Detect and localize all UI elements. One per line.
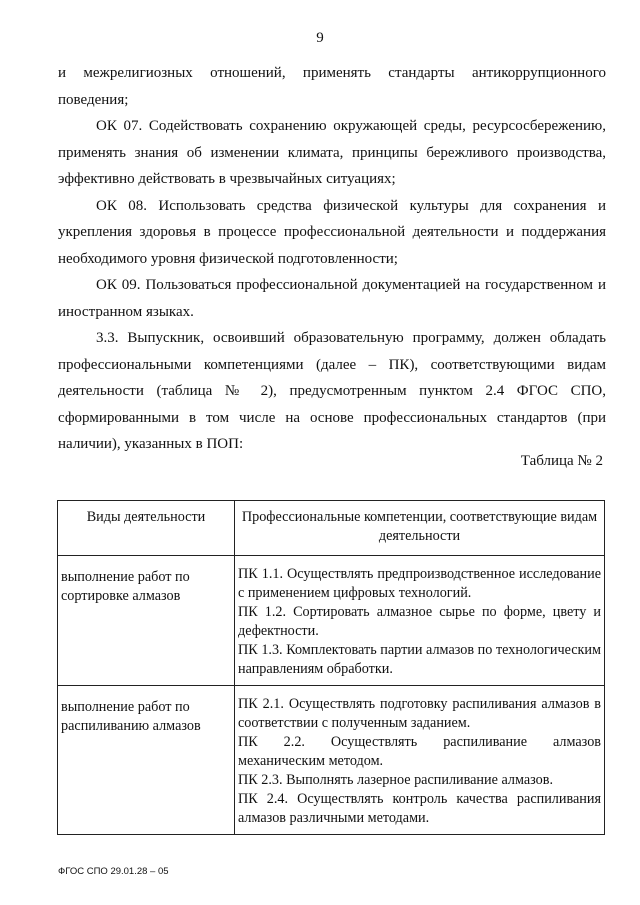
paragraph: 3.3. Выпускник, освоивший образовательную программу, должен обладать профессиональными компетенциями (далее – ПК), соответствующими видам деятельности (таблица № 2), предусмотренным пунктом 2.4 ФГОС СПО, сформированными в том числе на основе профессиональных стандартов (при наличии), указанных в ПОП:	[58, 330, 606, 452]
table-row	[58, 556, 605, 686]
header-competencies: Профессиональные компетенции, соответствующие видам деятельности	[235, 501, 605, 556]
table-row	[58, 686, 605, 835]
competencies-cell	[235, 686, 605, 835]
competency-item: ПК 2.2. Осуществлять распиливание алмазов механическим методом.	[238, 734, 601, 769]
table-caption: Таблица № 2	[520, 453, 603, 469]
competency-item: ПК 2.3. Выполнять лазерное распиливание алмазов.	[238, 772, 553, 788]
competency-item: ПК 2.4. Осуществлять контроль качества распиливания алмазов различными методами.	[238, 791, 601, 826]
activity-cell: выполнение работ по сортировке алмазов	[58, 556, 235, 686]
activity-cell: выполнение работ по распиливанию алмазов	[58, 686, 235, 835]
paragraph: ОК 08. Использовать средства физической культуры для сохранения и укрепления здоровья в процессе профессиональной деятельности и поддержания необходимого уровня физической подготовленности;	[58, 197, 606, 267]
body-text	[58, 60, 606, 458]
competency-item: ПК 2.1. Осуществлять подготовку распиливания алмазов в соответствии с полученным заданием.	[238, 696, 601, 731]
document-footer: ФГОС СПО 29.01.28 – 05	[58, 866, 169, 877]
competency-item: ПК 1.1. Осуществлять предпроизводственное исследование с применением цифровых технологий.	[238, 566, 601, 601]
competency-item: ПК 1.2. Сортировать алмазное сырье по форме, цвету и дефектности.	[238, 604, 601, 639]
competencies-cell	[235, 556, 605, 686]
paragraph: ОК 07. Содействовать сохранению окружающей среды, ресурсосбережению, применять знания об изменении климата, принципы бережливого производства, эффективно действовать в чрезвычайных ситуациях;	[58, 118, 606, 187]
paragraph: ОК 09. Пользоваться профессиональной документацией на государственном и иностранном языках.	[58, 277, 606, 320]
competencies-table	[57, 500, 605, 835]
header-activity: Виды деятельности	[58, 501, 235, 556]
paragraph: и межрелигиозных отношений, применять стандарты антикоррупционного поведения;	[58, 65, 606, 108]
page-number: 9	[316, 30, 324, 46]
competency-item: ПК 1.3. Комплектовать партии алмазов по технологическим направлениям обработки.	[238, 642, 601, 677]
table-header-row	[58, 501, 605, 556]
